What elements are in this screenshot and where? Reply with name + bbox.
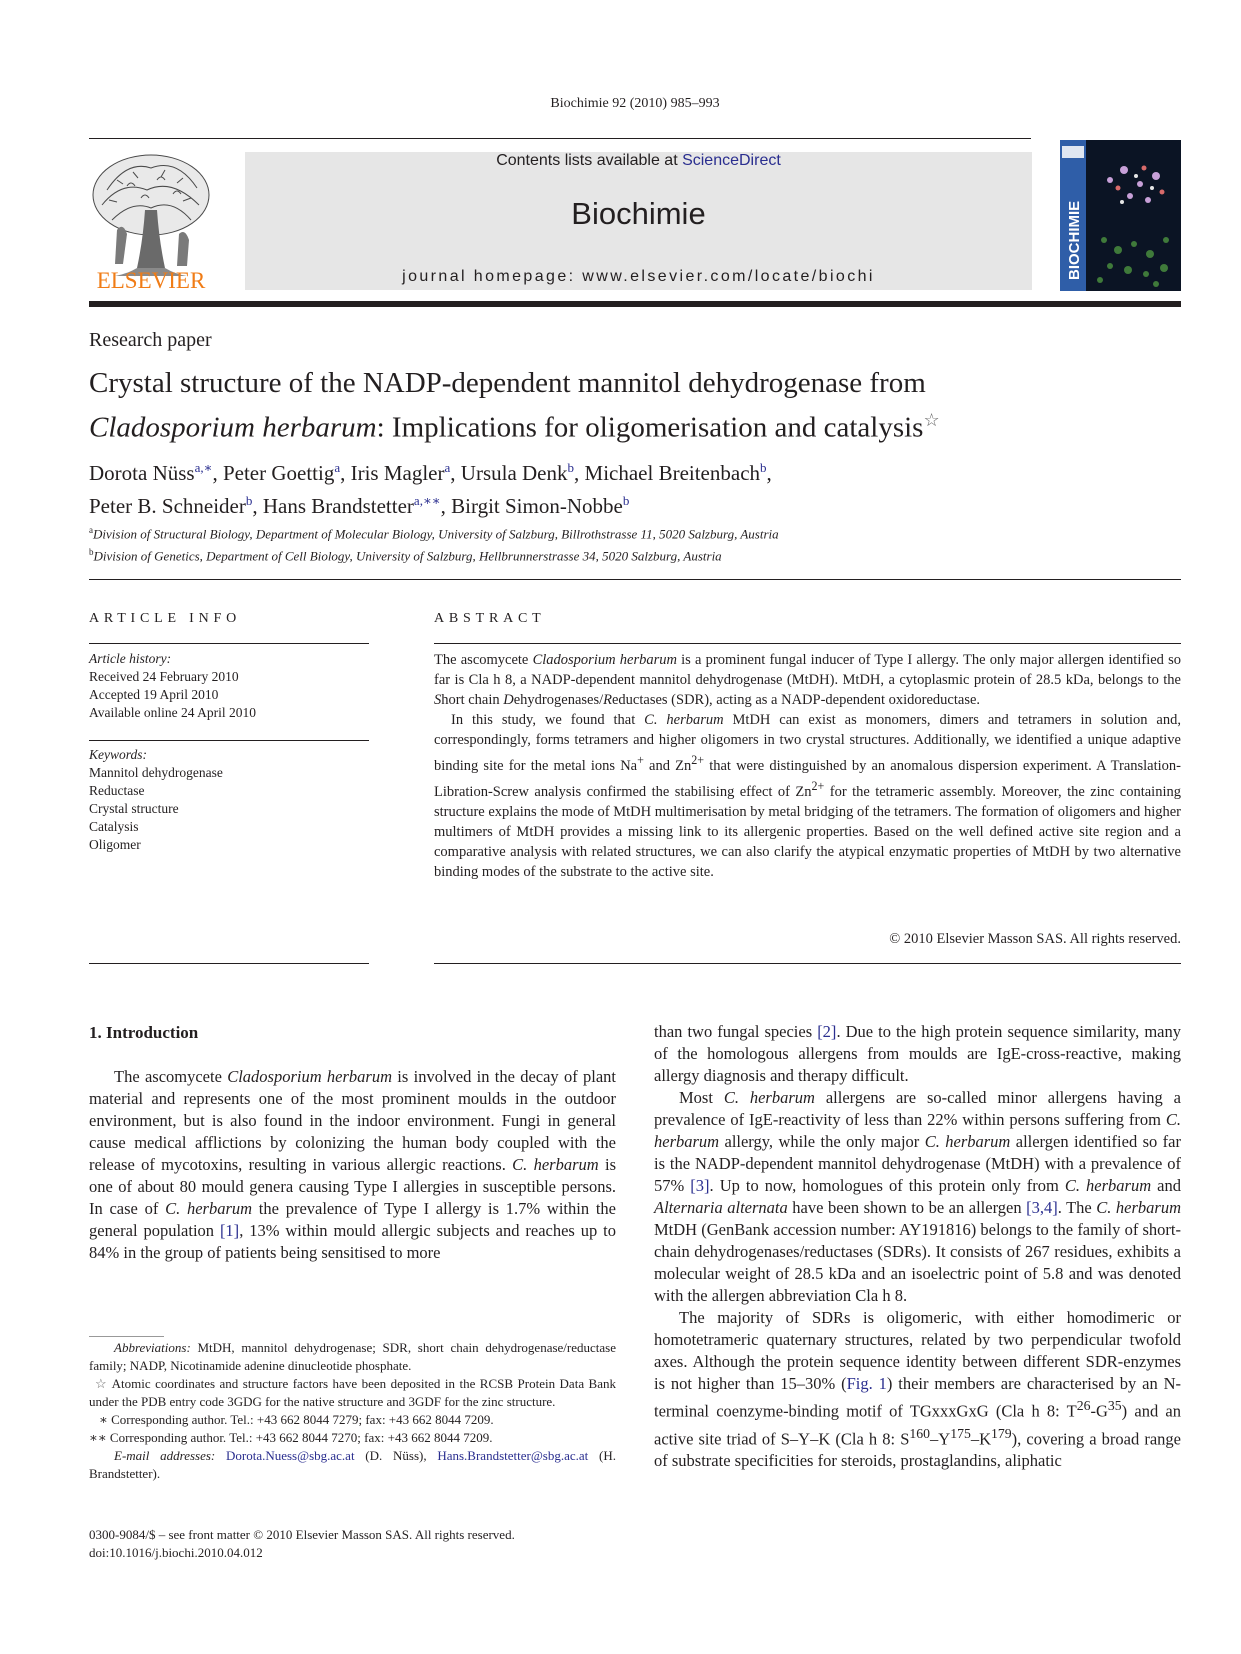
footnote-emails	[89, 1447, 616, 1483]
author-name: Peter B. Schneider	[89, 494, 246, 518]
author-affiliation-mark[interactable]: a,∗∗	[413, 493, 441, 508]
history-accepted: Accepted 19 April 2010	[89, 687, 219, 702]
author-affiliation-mark[interactable]: a,∗	[194, 460, 213, 475]
footnote-corresponding-1: ∗ Corresponding author. Tel.: +43 662 8044 7279; fax: +43 662 8044 7209.	[99, 1412, 494, 1427]
citation-link[interactable]: [3]	[690, 1176, 710, 1195]
abstract-text: The ascomycete Cladosporium herbarum is a prominent fungal inducer of Type I allergy. The only major allergen identified so far is Cla h 8, a NADP-dependent mannitol dehydrogenase (MtDH). MtDH, a cytoplasmic protein of 28.5 kDa, belongs to the Short chain Dehydrogenases/Reductases (SDR), acting as a NADP-dependent oxidoreductase. In this study, we found that C. herbarum MtDH can exist as monomers, dimers and tetramers in solution and, correspondingly, forms tetramers and higher oligomers in two crystal structures. Additionally, we identified a unique adaptive binding site for the metal ions Na+ and $Zn^{2+}$ that were distinguished by an anomalous dispersion experiment. A Translation-Libration-Screw analysis confirmed the stabilising effect of $Zn^{2+}$ for the tetrameric assembly. Moreover, the zinc containing structure explains the mode of MtDH multimerisation by metal bridging of the tetramers. The formation of oligomers and higher multimers of MtDH provides a missing link to its allergenic properties. Based on the well defined active site region and a comparative analysis with related structures, we can also clarify the atypical enzymatic properties of MtDH by two alternative binding modes of the substrate to the active site.	[434, 652, 1181, 880]
doi-line[interactable]: doi:10.1016/j.biochi.2010.04.012	[89, 1545, 263, 1560]
footnote-text: (H. Brandstetter).	[89, 1448, 616, 1481]
author-affiliation-mark[interactable]: b	[760, 460, 767, 475]
header-top-rule	[89, 138, 1031, 139]
affiliation-b	[89, 543, 1181, 565]
citation-link[interactable]: [3,4]	[1026, 1198, 1058, 1217]
abstract-rule	[434, 963, 1181, 964]
title-footnote-star[interactable]: ☆	[923, 410, 940, 430]
author-list: Dorota Nüss$^{a,∗}$, Peter Goettig$^a$, Iris Magler$^a$, Ursula Denk$^b$, Michael Breitenbach$^b$, Peter B. Schneider$^b$, Hans Brandstetter$^{a,∗∗}$, Birgit Simon-Nobbe$^b$	[89, 460, 772, 518]
affiliation-mark: b	[89, 547, 94, 558]
author-affiliation-mark[interactable]: b	[567, 460, 575, 475]
email-link[interactable]: Hans.Brandstetter@sbg.ac.at	[437, 1448, 589, 1463]
keywords-block	[89, 746, 369, 854]
author-name: Ursula Denk	[460, 461, 568, 485]
sciencedirect-link[interactable]: ScienceDirect	[682, 152, 781, 169]
affiliations	[89, 521, 1181, 566]
journal-reference: Biochimie 92 (2010) 985–993	[550, 96, 720, 111]
footnote-text: Corresponding author. Tel.: +43 662 8044 7279; fax: +43 662 8044 7209.	[111, 1412, 494, 1427]
abstract-copyright: © 2010 Elsevier Masson SAS. All rights reserved.	[889, 931, 1181, 947]
footnote-text: Corresponding author. Tel.: +43 662 8044 7270; fax: +43 662 8044 7209.	[109, 1430, 493, 1445]
header-thick-rule	[89, 301, 1181, 307]
footnote-corresponding-2: ∗∗ Corresponding author. Tel.: +43 662 8044 7270; fax: +43 662 8044 7209.	[89, 1430, 493, 1445]
author-name: Birgit Simon-Nobbe	[451, 494, 623, 518]
affiliation-mark: a	[89, 525, 93, 535]
history-received: Received 24 February 2010	[89, 669, 239, 684]
article-info-heading: ARTICLE INFO	[89, 611, 242, 626]
affiliation-text: Division of Structural Biology, Department of Molecular Biology, University of Salzburg, Billrothstrasse 11, 5020 Salzburg, Austria	[93, 526, 779, 542]
author-name: Hans Brandstetter	[262, 494, 414, 518]
title-line-2: : Implications for oligomerisation and catalysis	[376, 411, 924, 444]
title-species: Cladosporium herbarum	[89, 411, 377, 444]
footnote-abbreviations	[89, 1339, 616, 1375]
article-info-rule	[89, 740, 369, 741]
keyword: Catalysis	[89, 819, 139, 834]
article-history	[89, 650, 369, 722]
footnote-star-mark: ☆	[95, 1376, 108, 1391]
affiliation-text: Division of Genetics, Department of Cell Biology, University of Salzburg, Hellbrunnerstrasse 34, 5020 Salzburg, Austria	[93, 548, 722, 564]
keyword: Crystal structure	[89, 801, 179, 816]
section-heading-introduction: 1. Introduction	[89, 1023, 199, 1042]
email-link[interactable]: Dorota.Nuess@sbg.ac.at	[225, 1448, 355, 1463]
author-name: Iris Magler	[350, 461, 445, 485]
journal-title: Biochimie	[571, 196, 706, 231]
affiliation-rule	[89, 579, 1181, 580]
footnote-rule	[89, 1336, 164, 1337]
footnote-label: E-mail addresses:	[114, 1448, 216, 1463]
footnote-text: (D. Nüss),	[354, 1448, 438, 1463]
body-column-left: The ascomycete Cladosporium herbarum is involved in the decay of plant material and represents one of the most prominent moulds in the outdoor environment, but is also found in the indoor environment. Fungi in general cause medical afflictions by colonizing the human body coupled with the release of mycotoxins, resulting in various allergic reactions. C. herbarum is one of about 80 mould genera causing Type I allergies in susceptible persons. In case of C. herbarum the prevalence of Type I allergy is 1.7% within the general population [1], 13% within mould allergic subjects and reaches up to 84% in the group of patients being sensitised to more	[89, 1067, 617, 1262]
journal-homepage[interactable]: journal homepage: www.elsevier.com/locate/biochi	[402, 268, 875, 285]
title-line-1: Crystal structure of the NADP-dependent mannitol dehydrogenase from	[89, 367, 926, 399]
front-matter	[89, 1526, 649, 1562]
publisher-name: ELSEVIER	[96, 268, 206, 293]
footnote-text: MtDH, mannitol dehydrogenase; SDR, short chain dehydrogenase/reductase family; NADP, Nicotinamide adenine dinucleotide phosphate.	[89, 1340, 616, 1373]
figure-link[interactable]: Fig. 1	[846, 1374, 887, 1393]
journal-cover-image	[1060, 140, 1181, 291]
keyword: Oligomer	[89, 837, 141, 852]
citation-link[interactable]: [1]	[219, 1221, 240, 1240]
contents-prefix: Contents lists available at	[496, 152, 683, 169]
cover-title: BIOCHIMIE	[1066, 200, 1083, 280]
history-label: Article history:	[89, 651, 172, 666]
author-affiliation-mark[interactable]: a	[334, 460, 341, 475]
article-section-type: Research paper	[89, 329, 212, 351]
contents-line	[245, 152, 1032, 170]
abstract-heading: ABSTRACT	[434, 611, 546, 626]
body-column-right: than two fungal species [2]. Due to the high protein sequence similarity, many of the homologous allergens from moulds are IgE-cross-reactive, making allergy diagnosis and therapy difficult. Most C. herbarum allergens are so-called minor allergens having a prevalence of IgE-reactivity of less than 22% within persons suffering from C. herbarum allergy, while the only major C. herbarum allergen identified so far is the NADP-dependent mannitol dehydrogenase (MtDH) with a prevalence of 57% [3]. Up to now, homologues of this protein only from C. herbarum and Alternaria alternata have been shown to be an allergen [3,4]. The C. herbarum MtDH (GenBank accession number: AY191816) belongs to the family of short-chain dehydrogenases/reductases (SDRs). It consists of 267 residues, exhibits a molecular weight of 28.5 kDa and an isoelectric point of 5.8 and was denoted with the allergen abbreviation Cla h 8. The majority of SDRs is oligomeric, with either homodimeric or homotetrameric quaternary structures, related by two perpendicular twofold axes. Although the protein sequence identity between different SDR-enzymes is not higher than 15–30% (Fig. 1) their members are characterised by an N-terminal coenzyme-binding motif of TGxxxGxG (Cla h 8: $T^{26}-G^{35}$) and an active site triad of S–Y–K (Cla h 8: $S^{160}-Y^{175}-K^{179}$), covering a broad range of substrate specificities for steroids, prostaglandins, aliphatic	[654, 1022, 1182, 1470]
author-affiliation-mark[interactable]: b	[245, 493, 253, 508]
footnote-text: Atomic coordinates and structure factors have been deposited in the RCSB Protein Data Bank under the PDB entry code 3GDG for the native structure and 3GDF for the zinc structure.	[89, 1376, 616, 1409]
issn-line: 0300-9084/$ – see front matter © 2010 Elsevier Masson SAS. All rights reserved.	[89, 1527, 515, 1542]
abstract-rule	[434, 643, 1181, 644]
author-affiliation-mark[interactable]: a	[444, 460, 451, 475]
keyword: Mannitol dehydrogenase	[89, 765, 223, 780]
keyword: Reductase	[89, 783, 145, 798]
author-affiliation-mark[interactable]: b	[622, 493, 630, 508]
article-title	[89, 365, 1181, 447]
citation-link[interactable]: [2]	[817, 1022, 837, 1041]
footnotes	[89, 1339, 616, 1483]
author-name: Dorota Nüss	[89, 461, 195, 485]
keywords-label: Keywords:	[89, 747, 147, 762]
article-info-rule	[89, 963, 369, 964]
history-online: Available online 24 April 2010	[89, 705, 256, 720]
footnote-label: Abbreviations:	[114, 1340, 191, 1355]
article-info-rule	[89, 643, 369, 644]
author-name: Michael Breitenbach	[584, 461, 761, 485]
footnote-star	[89, 1375, 616, 1411]
author-name: Peter Goettig	[222, 461, 335, 485]
affiliation-a	[89, 521, 1181, 543]
